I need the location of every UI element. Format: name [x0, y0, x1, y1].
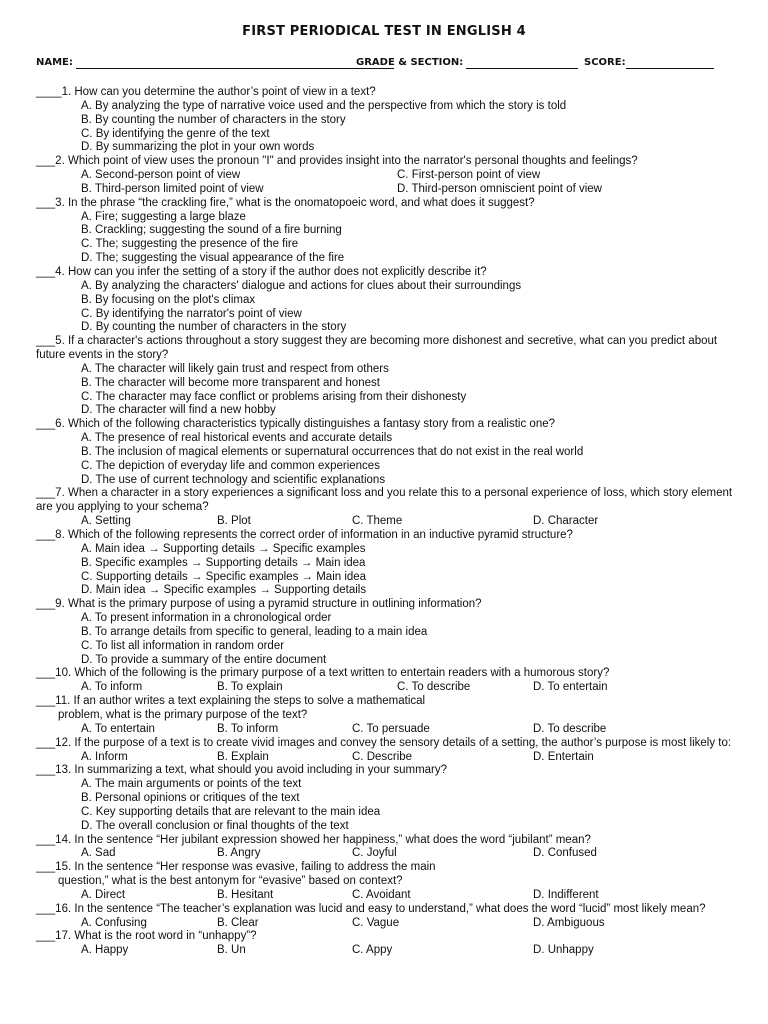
option-d: D. Main idea → Specific examples → Supporting details — [81, 584, 367, 597]
option-row — [36, 917, 736, 931]
grade-section-field[interactable] — [466, 68, 578, 69]
option-a: A. By analyzing the type of narrative voice used and the perspective from which the story is told — [81, 99, 567, 112]
option-row — [36, 847, 736, 861]
option-c: C. Theme — [352, 515, 403, 528]
option-a: A. Main idea → Supporting details → Specific examples — [81, 542, 366, 555]
option-a: A. To entertain — [81, 722, 155, 735]
option-d: D. By summarizing the plot in your own words — [81, 141, 315, 154]
question-stem-continued: problem, what is the primary purpose of the text? — [58, 708, 308, 721]
question-stem: ___3. In the phrase “the crackling fire,” what is the onomatopoeic word, and what does it suggest? — [36, 196, 535, 209]
page-title: FIRST PERIODICAL TEST IN ENGLISH 4 — [242, 24, 526, 39]
option-c: C. By identifying the genre of the text — [81, 127, 270, 140]
option-b: B. By counting the number of characters in the story — [81, 113, 346, 126]
option-a: A. Direct — [81, 888, 126, 901]
option-c: C. The depiction of everyday life and common experiences — [81, 459, 380, 472]
option-d: D. The overall conclusion or final thoughts of the text — [81, 819, 349, 832]
question-stem: ___2. Which point of view uses the pronoun "I" and provides insight into the narrator's personal thoughts and feelings? — [36, 155, 638, 168]
option-a: A. Second-person point of view — [81, 169, 241, 182]
question-stem: ___5. If a character's actions throughout a story suggest they are becoming more dishonest and secretive, what can you predict about future events in the story? — [36, 335, 718, 362]
option-row — [36, 169, 736, 183]
option-d: D. The character will find a new hobby — [81, 404, 276, 417]
grade-section-label: GRADE & SECTION: — [356, 57, 464, 68]
name-label: NAME: — [36, 57, 73, 68]
option-c: C. Supporting details → Specific examples → Main idea — [81, 570, 367, 583]
option-d: D. Unhappy — [533, 944, 594, 957]
option-c: C. Vague — [352, 916, 400, 929]
option-d: D. The; suggesting the visual appearance of the fire — [81, 252, 345, 265]
option-b: B. Hesitant — [217, 888, 274, 901]
student-info-header — [36, 57, 716, 73]
option-d: D. Indifferent — [533, 888, 599, 901]
option-b: B. Personal opinions or critiques of the text — [81, 792, 300, 805]
option-a: A. To present information in a chronological order — [81, 612, 332, 625]
question-stem: ___13. In summarizing a text, what should you avoid including in your summary? — [36, 764, 448, 777]
option-row — [36, 681, 736, 695]
option-d: D. Entertain — [533, 750, 594, 763]
option-c: C. Describe — [352, 750, 413, 763]
option-c: C. To describe — [397, 681, 471, 694]
option-b: B. By focusing on the plot's climax — [81, 293, 256, 306]
option-d: D. Confused — [533, 847, 597, 860]
option-d: D. Ambiguous — [533, 916, 605, 929]
question-stem: ___12. If the purpose of a text is to create vivid images and convey the sensory details of a setting, the author’s purpose is most likely to: — [36, 736, 732, 749]
option-d: D. The use of current technology and scientific explanations — [81, 473, 386, 486]
option-b: B. Clear — [217, 916, 259, 929]
option-c: C. First-person point of view — [397, 169, 541, 182]
option-b: B. To inform — [217, 722, 279, 735]
question-stem: ___9. What is the primary purpose of using a pyramid structure in outlining information? — [36, 598, 482, 611]
question-stem: ___16. In the sentence “The teacher’s explanation was lucid and easy to understand,” what does the word “lucid” most likely mean? — [36, 902, 706, 915]
question-stem: ___10. Which of the following is the primary purpose of a text written to entertain readers with a humorous story? — [36, 667, 610, 680]
option-c: C. Key supporting details that are relevant to the main idea — [81, 805, 381, 818]
option-c: C. Avoidant — [352, 888, 411, 901]
option-a: A. The character will likely gain trust and respect from others — [81, 362, 389, 375]
question-stem: ____1. How can you determine the author’s point of view in a text? — [36, 86, 376, 98]
option-b: B. Third-person limited point of view — [81, 182, 264, 195]
option-a: A. By analyzing the characters' dialogue and actions for clues about their surroundings — [81, 279, 522, 292]
option-row — [36, 889, 736, 903]
option-c: C. Appy — [352, 944, 393, 957]
option-row — [36, 723, 736, 737]
option-b: B. To arrange details from specific to general, leading to a main idea — [81, 625, 428, 638]
option-c: C. The; suggesting the presence of the fire — [81, 238, 299, 251]
option-b: B. The inclusion of magical elements or supernatural occurrences that do not exist in the real world — [81, 445, 584, 458]
option-d: D. To provide a summary of the entire document — [81, 653, 327, 666]
option-d: D. To describe — [533, 722, 607, 735]
option-a: A. The main arguments or points of the text — [81, 778, 302, 791]
option-row — [36, 515, 736, 529]
question-stem: ___17. What is the root word in “unhappy”? — [36, 930, 257, 943]
option-d: D. Third-person omniscient point of view — [397, 182, 602, 195]
option-a: A. Inform — [81, 750, 128, 763]
option-a: A. Happy — [81, 944, 129, 957]
option-d: D. To entertain — [533, 681, 608, 694]
score-field[interactable] — [626, 68, 714, 69]
option-d: D. Character — [533, 515, 599, 528]
option-a: A. Sad — [81, 847, 116, 860]
option-b: B. The character will become more transparent and honest — [81, 376, 380, 389]
option-row — [36, 183, 736, 197]
option-c: C. Joyful — [352, 847, 397, 860]
option-b: B. To explain — [217, 681, 283, 694]
option-b: B. Explain — [217, 750, 269, 763]
option-a: A. Fire; suggesting a large blaze — [81, 210, 246, 223]
name-field[interactable] — [76, 68, 394, 69]
option-c: C. By identifying the narrator's point of view — [81, 307, 302, 320]
score-label: SCORE: — [584, 57, 626, 68]
option-c: C. To list all information in random order — [81, 639, 285, 652]
option-d: D. By counting the number of characters in the story — [81, 321, 347, 334]
option-b: B. Plot — [217, 515, 251, 528]
option-a: A. To inform — [81, 681, 143, 694]
question-stem: ___15. In the sentence “Her response was evasive, failing to address the main — [36, 861, 436, 874]
option-a: A. Setting — [81, 515, 131, 528]
question-stem-continued: question,” what is the best antonym for “evasive” based on context? — [58, 875, 403, 888]
option-a: A. Confusing — [81, 916, 147, 929]
option-b: B. Crackling; suggesting the sound of a fire burning — [81, 224, 342, 237]
question-list — [36, 86, 736, 958]
question-stem: ___14. In the sentence “Her jubilant expression showed her happiness,” what does the word “jubilant” mean? — [36, 833, 591, 846]
question-stem: ___7. When a character in a story experiences a significant loss and you relate this to a personal experience of loss, which story element are you applying to your schema? — [36, 487, 733, 514]
question-stem: ___6. Which of the following characteristics typically distinguishes a fantasy story from a realistic one? — [36, 418, 556, 431]
option-b: B. Angry — [217, 847, 261, 860]
option-c: C. The character may face conflict or problems arising from their dishonesty — [81, 390, 467, 403]
option-b: B. Specific examples → Supporting details → Main idea — [81, 556, 366, 569]
question-stem: ___11. If an author writes a text explaining the steps to solve a mathematical — [36, 695, 426, 708]
question-stem: ___8. Which of the following represents the correct order of information in an inductive pyramid structure? — [36, 529, 573, 541]
question-stem: ___4. How can you infer the setting of a story if the author does not explicitly describe it? — [36, 265, 487, 278]
option-row — [36, 751, 736, 765]
option-c: C. To persuade — [352, 722, 430, 735]
option-row — [36, 944, 736, 958]
option-b: B. Un — [217, 944, 246, 957]
option-a: A. The presence of real historical events and accurate details — [81, 432, 393, 445]
